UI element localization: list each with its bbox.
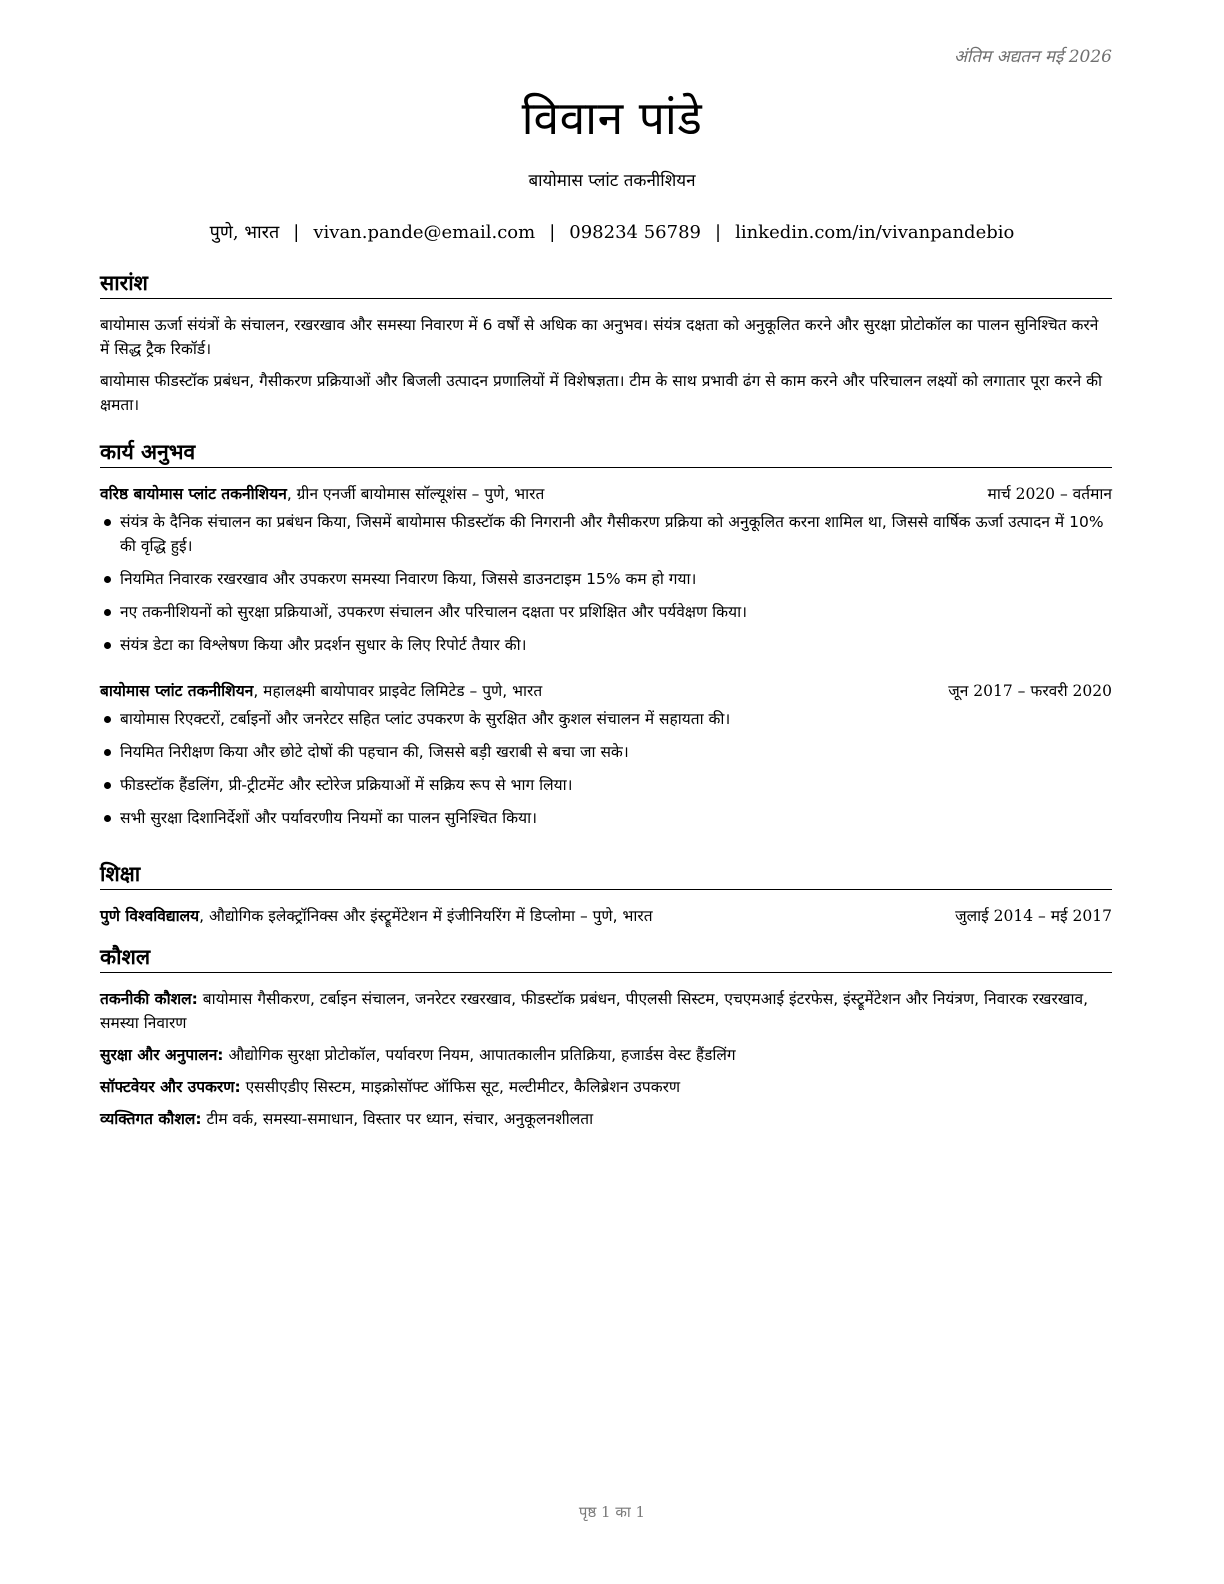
- skill-item: [100, 1075, 1112, 1099]
- job-bullet: नए तकनीशियनों को सुरक्षा प्रक्रियाओं, उपकरण संचालन और परिचालन दक्षता पर प्रशिक्षित और पर्यवेक्षण किया।: [120, 600, 1112, 624]
- job-position: वरिष्ठ बायोमास प्लांट तकनीशियन: [100, 485, 287, 503]
- skill-item: [100, 1043, 1112, 1067]
- section-title-skills: कौशल: [100, 944, 1112, 973]
- contact-separator: |: [293, 222, 300, 243]
- job-bullet: नियमित निरीक्षण किया और छोटे दोषों की पहचान की, जिससे बड़ी खराबी से बचा जा सके।: [120, 740, 1112, 764]
- education-line: [100, 904, 653, 928]
- job-company: , महालक्ष्मी बायोपावर प्राइवेट लिमिटेड – पुणे, भारत: [253, 682, 543, 700]
- job-bullet: संयंत्र के दैनिक संचालन का प्रबंधन किया, जिसमें बायोमास फीडस्टॉक की निगरानी और गैसीकरण प्रक्रिया को अनुकूलित करना शामिल था, जिससे वार्षिक ऊर्जा उत्पादन में 10% की वृद्धि हुई।: [120, 510, 1112, 558]
- contact-email[interactable]: vivan.pande@email.com: [313, 222, 536, 243]
- education-institution: पुणे विश्वविद्यालय: [100, 907, 200, 925]
- skill-value: औद्योगिक सुरक्षा प्रोटोकॉल, पर्यावरण नियम, आपातकालीन प्रतिक्रिया, हजार्डस वेस्ट हैंडलिंग: [223, 1046, 736, 1064]
- job-position: बायोमास प्लांट तकनीशियन: [100, 682, 254, 700]
- skills-section: [100, 944, 1112, 1131]
- job-bullet: नियमित निवारक रखरखाव और उपकरण समस्या निवारण किया, जिससे डाउनटाइम 15% कम हो गया।: [120, 567, 1112, 591]
- summary-paragraph: बायोमास ऊर्जा संयंत्रों के संचालन, रखरखाव और समस्या निवारण में 6 वर्षों से अधिक का अनुभव। संयंत्र दक्षता को अनुकूलित करने और सुरक्षा प्रोटोकॉल का पालन सुनिश्चित करने में सिद्ध ट्रैक रिकॉर्ड।: [100, 316, 1099, 358]
- job-company: , ग्रीन एनर्जी बायोमास सॉल्यूशंस – पुणे, भारत: [286, 485, 545, 503]
- experience-section: [100, 439, 1112, 839]
- candidate-name: विवान पांडे: [521, 91, 703, 145]
- job-header: [100, 482, 1112, 506]
- section-title-summary: सारांश: [100, 270, 1112, 299]
- skill-label: सॉफ्टवेयर और उपकरण:: [100, 1078, 241, 1096]
- contact-location: पुणे, भारत: [209, 222, 280, 243]
- job-title-line: [100, 679, 542, 703]
- contact-separator: |: [549, 222, 556, 243]
- contact-linkedin[interactable]: linkedin.com/in/vivanpandebio: [735, 222, 1015, 243]
- job-bullet: फीडस्टॉक हैंडलिंग, प्री-ट्रीटमेंट और स्टोरेज प्रक्रियाओं में सक्रिय रूप से भाग लिया।: [120, 773, 1112, 797]
- page-number: पृष्ठ 1 का 1: [578, 1503, 646, 1521]
- skill-label: तकनीकी कौशल:: [100, 990, 198, 1008]
- skill-label: सुरक्षा और अनुपालन:: [100, 1046, 224, 1064]
- education-section: [100, 861, 1112, 928]
- skill-value: एससीएडीए सिस्टम, माइक्रोसॉफ्ट ऑफिस सूट, मल्टीमीटर, कैलिब्रेशन उपकरण: [240, 1078, 681, 1096]
- education-entry: [100, 904, 1112, 928]
- education-dates: जुलाई 2014 – मई 2017: [955, 907, 1112, 925]
- job-dates: मार्च 2020 – वर्तमान: [987, 485, 1112, 503]
- summary-paragraph: बायोमास फीडस्टॉक प्रबंधन, गैसीकरण प्रक्रियाओं और बिजली उत्पादन प्रणालियों में विशेषज्ञता। टीम के साथ प्रभावी ढंग से काम करने और परिचालन लक्ष्यों को लगातार पूरा करने की क्षमता।: [100, 372, 1103, 414]
- section-title-experience: कार्य अनुभव: [100, 439, 1112, 468]
- summary-section: [100, 270, 1112, 417]
- education-detail: , औद्योगिक इलेक्ट्रॉनिक्स और इंस्ट्रूमेंटेशन में इंजीनियरिंग में डिप्लोमा – पुणे, भारत: [199, 907, 653, 925]
- skill-value: टीम वर्क, समस्या-समाधान, विस्तार पर ध्यान, संचार, अनुकूलनशीलता: [201, 1110, 594, 1128]
- job-bullets: [100, 510, 1112, 657]
- last-updated: अंतिम अद्यतन मई 2026: [953, 47, 1112, 67]
- job-bullet: सभी सुरक्षा दिशानिर्देशों और पर्यावरणीय नियमों का पालन सुनिश्चित किया।: [120, 806, 1112, 830]
- contact-phone: 098234 56789: [569, 222, 701, 243]
- skill-item: [100, 987, 1112, 1035]
- job-bullet: बायोमास रिएक्टरों, टर्बाइनों और जनरेटर सहित प्लांट उपकरण के सुरक्षित और कुशल संचालन में सहायता की।: [120, 707, 1112, 731]
- job-bullets: [100, 707, 1112, 830]
- contact-separator: |: [714, 222, 722, 243]
- skill-item: [100, 1107, 1112, 1131]
- candidate-role: बायोमास प्लांट तकनीशियन: [528, 171, 696, 191]
- job-header: [100, 679, 1112, 703]
- job-bullet: संयंत्र डेटा का विश्लेषण किया और प्रदर्शन सुधार के लिए रिपोर्ट तैयार की।: [120, 633, 1112, 657]
- section-title-education: शिक्षा: [100, 861, 1112, 890]
- skill-label: व्यक्तिगत कौशल:: [100, 1110, 202, 1128]
- job-dates: जून 2017 – फरवरी 2020: [948, 682, 1112, 700]
- skill-value: बायोमास गैसीकरण, टर्बाइन संचालन, जनरेटर रखरखाव, फीडस्टॉक प्रबंधन, पीएलसी सिस्टम, एचएमआई इंटरफेस, इंस्ट्रूमेंटेशन और नियंत्रण, निवारक रखरखाव, समस्या निवारण: [100, 990, 1089, 1032]
- job-title-line: [100, 482, 544, 506]
- contact-line: [0, 220, 1224, 244]
